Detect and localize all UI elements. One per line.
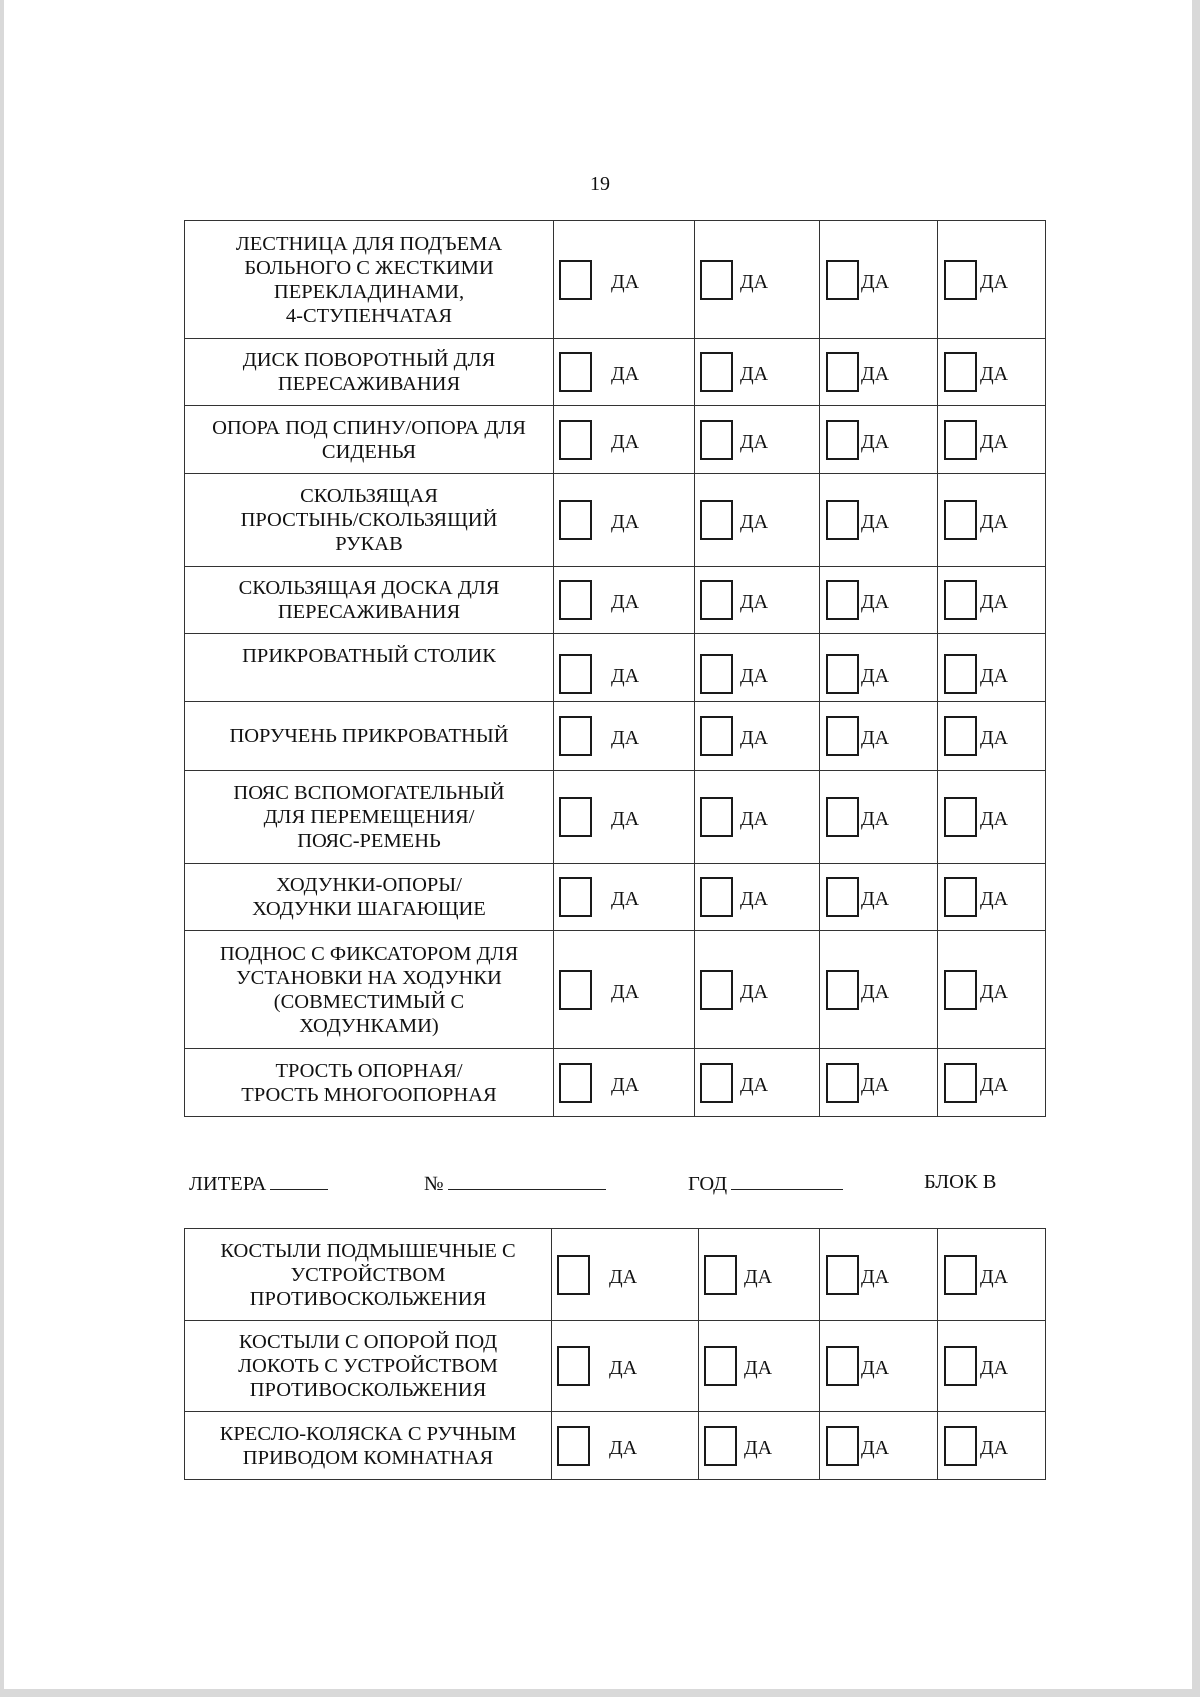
number-label: № (424, 1173, 444, 1195)
item-name-cell (185, 339, 554, 406)
yes-checkbox[interactable] (704, 1426, 737, 1466)
option-cell (938, 339, 1046, 406)
yes-checkbox[interactable] (700, 420, 733, 460)
option-cell (820, 1229, 938, 1321)
item-name-cell (185, 702, 554, 771)
option-cell (699, 1321, 820, 1412)
item-name-cell (185, 567, 554, 634)
option-cell (554, 1049, 695, 1117)
item-name-cell (185, 1229, 552, 1321)
yes-checkbox[interactable] (557, 1426, 590, 1466)
yes-checkbox[interactable] (944, 260, 977, 300)
yes-checkbox[interactable] (559, 352, 592, 392)
option-cell (552, 1321, 699, 1412)
item-name-line: ПОЯС ВСПОМОГАТЕЛЬНЫЙ (233, 782, 505, 804)
yes-checkbox[interactable] (826, 1346, 859, 1386)
option-cell (820, 339, 938, 406)
option-cell (695, 771, 820, 864)
table-row (185, 406, 1046, 474)
block-label: БЛОК В (924, 1171, 997, 1193)
yes-label: ДА (861, 727, 890, 749)
yes-label: ДА (609, 1265, 638, 1288)
yes-checkbox[interactable] (944, 716, 977, 756)
yes-label: ДА (740, 591, 769, 613)
item-name-line: ДИСК ПОВОРОТНЫЙ ДЛЯ (242, 349, 496, 371)
number-blank[interactable] (448, 1171, 606, 1190)
item-name-line: СКОЛЬЗЯЩАЯ ДОСКА ДЛЯ (238, 577, 500, 599)
yes-checkbox[interactable] (700, 1063, 733, 1103)
item-name-line: ТРОСТЬ МНОГООПОРНАЯ (241, 1083, 497, 1106)
yes-checkbox[interactable] (944, 1255, 977, 1295)
option-cell (820, 1412, 938, 1480)
item-name-cell (185, 474, 554, 567)
yes-checkbox[interactable] (559, 797, 592, 837)
item-name-line: РУКАВ (335, 533, 403, 555)
item-name-line: ЛОКОТЬ С УСТРОЙСТВОМ (238, 1355, 498, 1377)
item-name-cell (185, 1049, 554, 1117)
yes-label: ДА (861, 363, 890, 385)
item-name-line: ПЕРЕСАЖИВАНИЯ (277, 373, 461, 395)
yes-label: ДА (740, 808, 769, 830)
yes-label: ДА (611, 1073, 640, 1096)
yes-label: ДА (980, 1073, 1009, 1096)
item-name-cell (185, 221, 554, 339)
yes-checkbox[interactable] (557, 1255, 590, 1295)
yes-label: ДА (861, 1436, 890, 1459)
table-row (185, 1321, 1046, 1412)
litera-blank[interactable] (270, 1171, 328, 1190)
yes-checkbox[interactable] (700, 877, 733, 917)
yes-checkbox[interactable] (826, 500, 859, 540)
yes-checkbox[interactable] (700, 260, 733, 300)
table-row (185, 567, 1046, 634)
option-cell (938, 702, 1046, 771)
year-field (688, 1171, 843, 1196)
table-row (185, 1049, 1046, 1117)
option-cell (938, 634, 1046, 702)
yes-label: ДА (611, 980, 640, 1003)
yes-label: ДА (980, 980, 1009, 1003)
item-name-line: УСТАНОВКИ НА ХОДУНКИ (236, 966, 502, 989)
option-cell (938, 864, 1046, 931)
option-cell (938, 931, 1046, 1049)
item-name-line: ХОДУНКИ ШАГАЮЩИЕ (252, 898, 486, 920)
yes-checkbox[interactable] (826, 877, 859, 917)
yes-label: ДА (861, 808, 890, 830)
option-cell (820, 771, 938, 864)
yes-label: ДА (861, 1265, 890, 1288)
item-name-line: (СОВМЕСТИМЫЙ С (273, 990, 465, 1013)
yes-label: ДА (980, 511, 1009, 533)
item-name-line: ПРИВОДОМ КОМНАТНАЯ (242, 1446, 494, 1469)
yes-checkbox[interactable] (826, 716, 859, 756)
yes-label: ДА (861, 980, 890, 1003)
yes-checkbox[interactable] (826, 654, 859, 694)
item-name-line: ТРОСТЬ ОПОРНАЯ/ (275, 1059, 463, 1082)
yes-label: ДА (740, 980, 769, 1003)
option-cell (820, 702, 938, 771)
yes-checkbox[interactable] (700, 654, 733, 694)
item-name-line: ПРИКРОВАТНЫЙ СТОЛИК (242, 645, 496, 667)
option-cell (938, 1229, 1046, 1321)
option-cell (695, 339, 820, 406)
yes-label: ДА (980, 1357, 1009, 1379)
option-cell (554, 702, 695, 771)
yes-checkbox[interactable] (700, 352, 733, 392)
item-name-line: ОПОРА ПОД СПИНУ/ОПОРА ДЛЯ (212, 416, 526, 439)
table-row (185, 1412, 1046, 1480)
table-row (185, 864, 1046, 931)
table-row (185, 474, 1046, 567)
yes-label: ДА (740, 727, 769, 749)
yes-label: ДА (611, 363, 640, 385)
yes-checkbox[interactable] (944, 580, 977, 620)
option-cell (938, 771, 1046, 864)
yes-label: ДА (609, 1436, 638, 1459)
yes-label: ДА (740, 430, 769, 453)
yes-label: ДА (980, 727, 1009, 749)
yes-checkbox[interactable] (944, 797, 977, 837)
yes-checkbox[interactable] (944, 420, 977, 460)
yes-label: ДА (980, 591, 1009, 613)
item-name-cell (185, 771, 554, 864)
yes-label: ДА (740, 511, 769, 533)
yes-checkbox[interactable] (826, 1255, 859, 1295)
option-cell (695, 474, 820, 567)
yes-checkbox[interactable] (559, 970, 592, 1010)
option-cell (938, 567, 1046, 634)
yes-label: ДА (740, 664, 769, 687)
option-cell (695, 634, 820, 702)
yes-label: ДА (861, 1073, 890, 1096)
yes-label: ДА (744, 1436, 773, 1459)
yes-checkbox[interactable] (559, 420, 592, 460)
option-cell (695, 702, 820, 771)
table-row (185, 221, 1046, 339)
option-cell (938, 1049, 1046, 1117)
item-name-line: ПРОСТЫНЬ/СКОЛЬЗЯЩИЙ (240, 509, 498, 531)
equipment-table-b (184, 1228, 1046, 1480)
item-name-cell (185, 634, 554, 702)
yes-checkbox[interactable] (704, 1346, 737, 1386)
yes-checkbox[interactable] (826, 1426, 859, 1466)
yes-checkbox[interactable] (944, 970, 977, 1010)
form-meta-row (0, 1171, 1200, 1201)
yes-checkbox[interactable] (559, 260, 592, 300)
table-row (185, 339, 1046, 406)
yes-checkbox[interactable] (559, 716, 592, 756)
option-cell (820, 567, 938, 634)
yes-checkbox[interactable] (704, 1255, 737, 1295)
table-row (185, 771, 1046, 864)
option-cell (820, 634, 938, 702)
option-cell (554, 221, 695, 339)
option-cell (820, 864, 938, 931)
option-cell (554, 931, 695, 1049)
yes-checkbox[interactable] (559, 877, 592, 917)
yes-checkbox[interactable] (700, 797, 733, 837)
item-name-line: ПОРУЧЕНЬ ПРИКРОВАТНЫЙ (229, 725, 509, 747)
yes-label: ДА (980, 664, 1009, 687)
option-cell (695, 406, 820, 474)
yes-checkbox[interactable] (944, 1346, 977, 1386)
yes-label: ДА (611, 664, 640, 687)
page-number: 19 (590, 173, 610, 195)
yes-label: ДА (861, 270, 890, 293)
option-cell (552, 1412, 699, 1480)
yes-label: ДА (611, 888, 640, 910)
table-row (185, 931, 1046, 1049)
yes-checkbox[interactable] (826, 420, 859, 460)
yes-label: ДА (611, 430, 640, 453)
item-name-line: 4-СТУПЕНЧАТАЯ (285, 304, 453, 327)
option-cell (695, 931, 820, 1049)
yes-label: ДА (861, 430, 890, 453)
item-name-line: ПЕРЕСАЖИВАНИЯ (277, 601, 461, 623)
table-row (185, 702, 1046, 771)
option-cell (695, 864, 820, 931)
yes-checkbox[interactable] (944, 654, 977, 694)
option-cell (554, 339, 695, 406)
yes-label: ДА (980, 888, 1009, 910)
option-cell (554, 406, 695, 474)
yes-label: ДА (611, 808, 640, 830)
yes-label: ДА (980, 270, 1009, 293)
option-cell (699, 1229, 820, 1321)
yes-label: ДА (744, 1357, 773, 1379)
item-name-line: СИДЕНЬЯ (321, 440, 417, 463)
option-cell (554, 864, 695, 931)
option-cell (820, 1049, 938, 1117)
table-row (185, 1229, 1046, 1321)
yes-label: ДА (980, 1265, 1009, 1288)
yes-checkbox[interactable] (944, 877, 977, 917)
item-name-line: КРЕСЛО-КОЛЯСКА С РУЧНЫМ (219, 1422, 517, 1445)
yes-checkbox[interactable] (557, 1346, 590, 1386)
year-blank[interactable] (731, 1171, 843, 1190)
yes-label: ДА (740, 888, 769, 910)
item-name-line: ДЛЯ ПЕРЕМЕЩЕНИЯ/ (263, 806, 475, 828)
item-name-line: СКОЛЬЗЯЩАЯ (300, 485, 438, 507)
item-name-line: ПОЯС-РЕМЕНЬ (297, 830, 441, 852)
litera-label: ЛИТЕРА (189, 1173, 267, 1195)
option-cell (554, 567, 695, 634)
option-cell (554, 771, 695, 864)
item-name-line: КОСТЫЛИ С ОПОРОЙ ПОД (238, 1331, 498, 1353)
yes-label: ДА (861, 888, 890, 910)
equipment-table-a (184, 220, 1046, 1117)
yes-label: ДА (740, 1073, 769, 1096)
item-name-line: ХОДУНКИ-ОПОРЫ/ (276, 874, 462, 896)
item-name-cell (185, 406, 554, 474)
yes-label: ДА (611, 511, 640, 533)
option-cell (554, 634, 695, 702)
item-name-line: КОСТЫЛИ ПОДМЫШЕЧНЫЕ С (220, 1239, 516, 1262)
yes-checkbox[interactable] (944, 1426, 977, 1466)
option-cell (820, 931, 938, 1049)
option-cell (695, 567, 820, 634)
yes-label: ДА (744, 1265, 773, 1288)
option-cell (820, 221, 938, 339)
yes-label: ДА (980, 1436, 1009, 1459)
option-cell (820, 1321, 938, 1412)
option-cell (695, 221, 820, 339)
yes-checkbox[interactable] (944, 352, 977, 392)
option-cell (552, 1229, 699, 1321)
yes-checkbox[interactable] (559, 654, 592, 694)
yes-checkbox[interactable] (826, 352, 859, 392)
option-cell (554, 474, 695, 567)
yes-checkbox[interactable] (700, 970, 733, 1010)
yes-checkbox[interactable] (826, 1063, 859, 1103)
yes-label: ДА (611, 591, 640, 613)
item-name-line: ПОДНОС С ФИКСАТОРОМ ДЛЯ (219, 942, 519, 965)
item-name-line: УСТРОЙСТВОМ (290, 1263, 446, 1286)
item-name-line: ЛЕСТНИЦА ДЛЯ ПОДЪЕМА (235, 232, 503, 255)
yes-checkbox[interactable] (826, 970, 859, 1010)
option-cell (938, 221, 1046, 339)
item-name-cell (185, 1412, 552, 1480)
yes-checkbox[interactable] (826, 797, 859, 837)
option-cell (820, 474, 938, 567)
item-name-line: ХОДУНКАМИ) (299, 1014, 439, 1037)
yes-checkbox[interactable] (700, 716, 733, 756)
option-cell (699, 1412, 820, 1480)
yes-label: ДА (611, 270, 640, 293)
item-name-line: ПРОТИВОСКОЛЬЖЕНИЯ (249, 1287, 487, 1310)
yes-checkbox[interactable] (559, 580, 592, 620)
yes-label: ДА (740, 270, 769, 293)
yes-label: ДА (861, 511, 890, 533)
option-cell (938, 1412, 1046, 1480)
yes-checkbox[interactable] (559, 1063, 592, 1103)
yes-checkbox[interactable] (700, 580, 733, 620)
option-cell (938, 406, 1046, 474)
item-name-cell (185, 931, 554, 1049)
item-name-line: ПЕРЕКЛАДИНАМИ, (273, 280, 465, 303)
option-cell (695, 1049, 820, 1117)
option-cell (820, 406, 938, 474)
yes-checkbox[interactable] (826, 260, 859, 300)
yes-checkbox[interactable] (700, 500, 733, 540)
year-label: ГОД (688, 1173, 728, 1195)
yes-label: ДА (980, 430, 1009, 453)
litera-field (189, 1171, 328, 1196)
yes-checkbox[interactable] (944, 1063, 977, 1103)
yes-label: ДА (980, 808, 1009, 830)
yes-label: ДА (980, 363, 1009, 385)
yes-label: ДА (861, 664, 890, 687)
table-row (185, 634, 1046, 702)
yes-checkbox[interactable] (826, 580, 859, 620)
item-name-line: ПРОТИВОСКОЛЬЖЕНИЯ (249, 1379, 487, 1401)
yes-checkbox[interactable] (944, 500, 977, 540)
yes-label: ДА (740, 363, 769, 385)
option-cell (938, 1321, 1046, 1412)
number-field (424, 1171, 606, 1196)
yes-label: ДА (611, 727, 640, 749)
item-name-line: БОЛЬНОГО С ЖЕСТКИМИ (244, 256, 494, 279)
item-name-cell (185, 1321, 552, 1412)
option-cell (938, 474, 1046, 567)
yes-label: ДА (609, 1357, 638, 1379)
yes-label: ДА (861, 1357, 890, 1379)
yes-label: ДА (861, 591, 890, 613)
yes-checkbox[interactable] (559, 500, 592, 540)
item-name-cell (185, 864, 554, 931)
